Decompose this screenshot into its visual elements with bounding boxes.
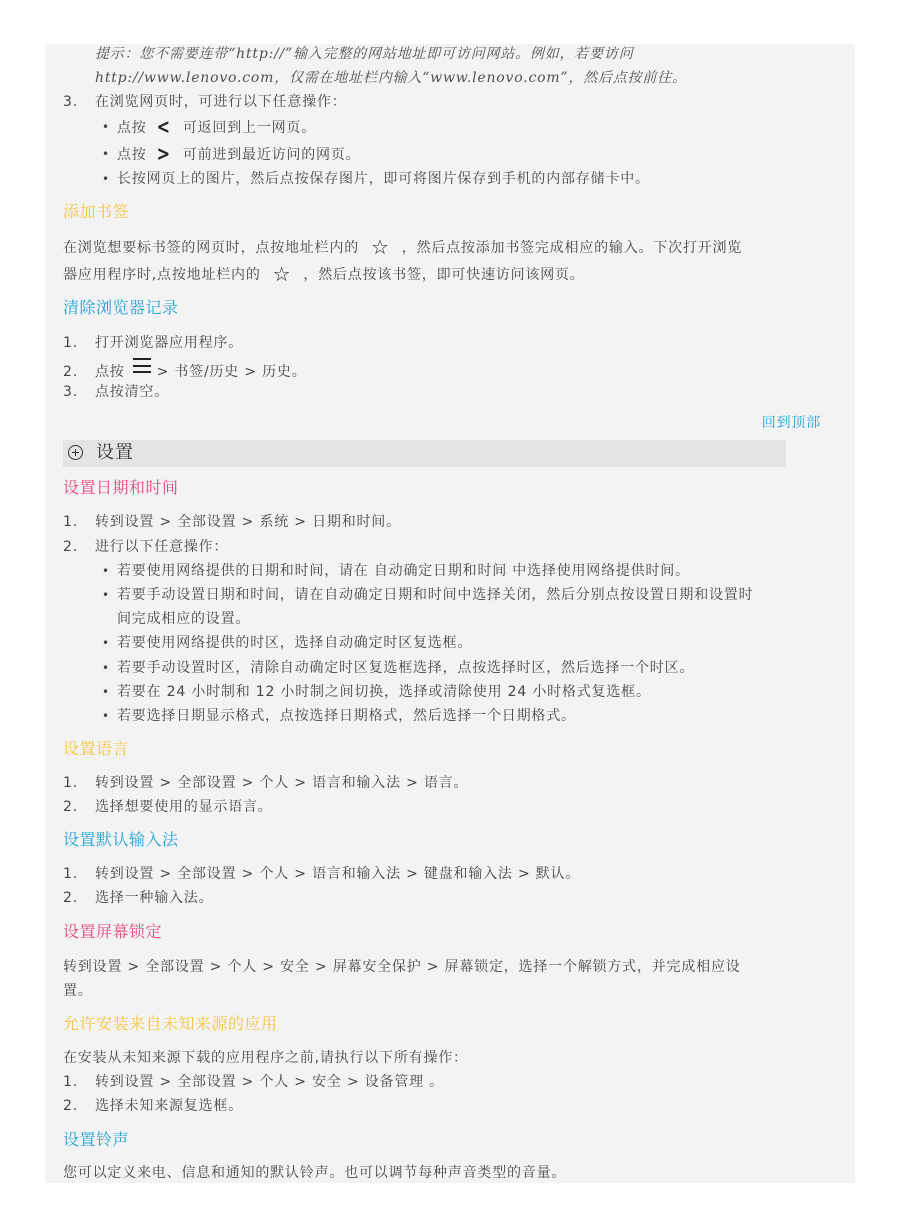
datetime-bullet-1: • 若要使用网络提供的日期和时间，请在 自动确定日期和时间 中选择使用网络提供时间。 (117, 561, 690, 581)
unknown-intro: 在安装从未知来源下载的应用程序之前,请执行以下所有操作： (63, 1050, 468, 1066)
datetime-bullet-3: • 若要使用网络提供的时区，选择自动确定时区复选框。 (117, 633, 472, 653)
step-text: > 书签/历史 > 历史。 (156, 364, 307, 380)
input-step-2 (63, 888, 213, 908)
step-number: 1. (63, 514, 78, 530)
datetime-bullet-5: • 若要在 24 小时制和 12 小时制之间切换，选择或清除使用 24 小时格式复选框。 (117, 682, 651, 702)
para-text: 在浏览想要标书签的网页时，点按地址栏内的 (63, 240, 359, 256)
bullet-text: 点按 (117, 120, 147, 136)
bullet-text: 点按 (117, 147, 147, 163)
tip-line-2: http://www.lenovo.com，仅需在地址栏内输入“www.lenovo.com”，然后点按前往。 (95, 70, 687, 86)
heading-date-time: 设置日期和时间 (63, 478, 179, 497)
heading-language: 设置语言 (63, 739, 130, 758)
para-text: ，然后点按该书签，即可快速访问该网页。 (303, 267, 585, 283)
step-number: 1. (63, 866, 78, 882)
step-text: 选择想要使用的显示语言。 (95, 799, 273, 815)
step-text: 进行以下任意操作： (95, 539, 229, 555)
step-text: 转到设置 > 全部设置 > 个人 > 安全 > 设备管理 。 (95, 1074, 444, 1090)
heading-screen-lock: 设置屏幕锁定 (63, 922, 163, 941)
chevron-right-icon: > (156, 141, 171, 166)
ringtone-para: 您可以定义来电、信息和通知的默认铃声。也可以调节每种声音类型的音量。 (63, 1165, 567, 1181)
step-text: 选择一种输入法。 (95, 890, 214, 906)
bookmark-para-line-1 (63, 237, 742, 258)
datetime-bullet-2-cont: 间完成相应的设置。 (117, 611, 251, 627)
language-step-1 (63, 773, 468, 793)
back-to-top-link[interactable]: 回到顶部 (761, 415, 821, 431)
heading-clear-history: 清除浏览器记录 (63, 298, 179, 317)
datetime-bullet-2: • 若要手动设置日期和时间，请在自动确定日期和时间中选择关闭，然后分别点按设置日期和设置时 (117, 585, 753, 605)
section-title: 设置 (96, 442, 134, 463)
menu-icon (133, 358, 151, 373)
step-number: 2. (63, 539, 78, 555)
datetime-bullet-4: • 若要手动设置时区，清除自动确定时区复选框选择，点按选择时区，然后选择一个时区。 (117, 658, 694, 678)
input-step-1 (63, 864, 580, 884)
clear-step-1 (63, 333, 243, 353)
step-number: 2. (63, 799, 78, 815)
step-text: 转到设置 > 全部设置 > 个人 > 语言和输入法 > 键盘和输入法 > 默认。 (95, 866, 581, 882)
step-text: 在浏览网页时，可进行以下任意操作： (95, 94, 347, 110)
para-text: 器应用程序时,点按地址栏内的 (63, 267, 261, 283)
bullet-save-image: • 长按网页上的图片，然后点按保存图片，即可将图片保存到手机的内部存储卡中。 (117, 169, 650, 189)
unknown-step-2 (63, 1096, 243, 1116)
step-number: 2. (63, 890, 78, 906)
browse-step-3 (63, 92, 347, 112)
heading-input-method: 设置默认输入法 (63, 830, 179, 849)
step-number: 3. (63, 384, 78, 400)
screenlock-para-line-2: 置。 (63, 983, 93, 999)
unknown-step-1 (63, 1072, 444, 1092)
screenlock-para-line-1: 转到设置 > 全部设置 > 个人 > 安全 > 屏幕安全保护 > 屏幕锁定，选择一个解锁方式，并完成相应设 (63, 959, 741, 975)
section-header-settings[interactable] (63, 440, 786, 467)
bookmark-para-line-2 (63, 264, 585, 285)
step-text: 选择未知来源复选框。 (95, 1098, 243, 1114)
bullet-text: 可返回到上一网页。 (182, 120, 317, 136)
step-number: 1. (63, 775, 78, 791)
step-text: 转到设置 > 全部设置 > 个人 > 语言和输入法 > 语言。 (95, 775, 469, 791)
step-text: 点按 (95, 364, 125, 380)
heading-add-bookmark: 添加书签 (63, 202, 130, 221)
language-step-2 (63, 797, 273, 817)
datetime-step-1 (63, 512, 401, 532)
star-icon: ☆ (272, 262, 292, 286)
step-number: 1. (63, 1074, 78, 1090)
step-number: 2. (63, 364, 78, 380)
star-icon: ☆ (371, 235, 390, 259)
step-text: 转到设置 > 全部设置 > 系统 > 日期和时间。 (95, 514, 401, 530)
heading-ringtone: 设置铃声 (63, 1130, 130, 1149)
bullet-back (117, 114, 317, 139)
step-number: 2. (63, 1098, 78, 1114)
datetime-step-2 (63, 537, 228, 557)
chevron-left-icon: < (156, 114, 171, 139)
bullet-forward (117, 141, 361, 166)
clear-step-2 (63, 358, 307, 382)
step-text: 点按清空。 (95, 384, 169, 400)
expand-plus-icon[interactable] (68, 445, 83, 460)
bullet-text: 可前进到最近访问的网页。 (182, 147, 361, 163)
para-text: ，然后点按添加书签完成相应的输入。下次打开浏览 (401, 240, 743, 256)
heading-unknown-sources: 允许安装来自未知来源的应用 (63, 1014, 278, 1033)
clear-step-3 (63, 382, 169, 402)
step-text: 打开浏览器应用程序。 (95, 335, 243, 351)
tip-line-1: 提示：您不需要连带“http://”输入完整的网站地址即可访问网站。例如，若要访问 (95, 46, 634, 62)
step-number: 3. (63, 94, 78, 110)
datetime-bullet-6: • 若要选择日期显示格式，点按选择日期格式，然后选择一个日期格式。 (117, 706, 576, 726)
step-number: 1. (63, 335, 78, 351)
